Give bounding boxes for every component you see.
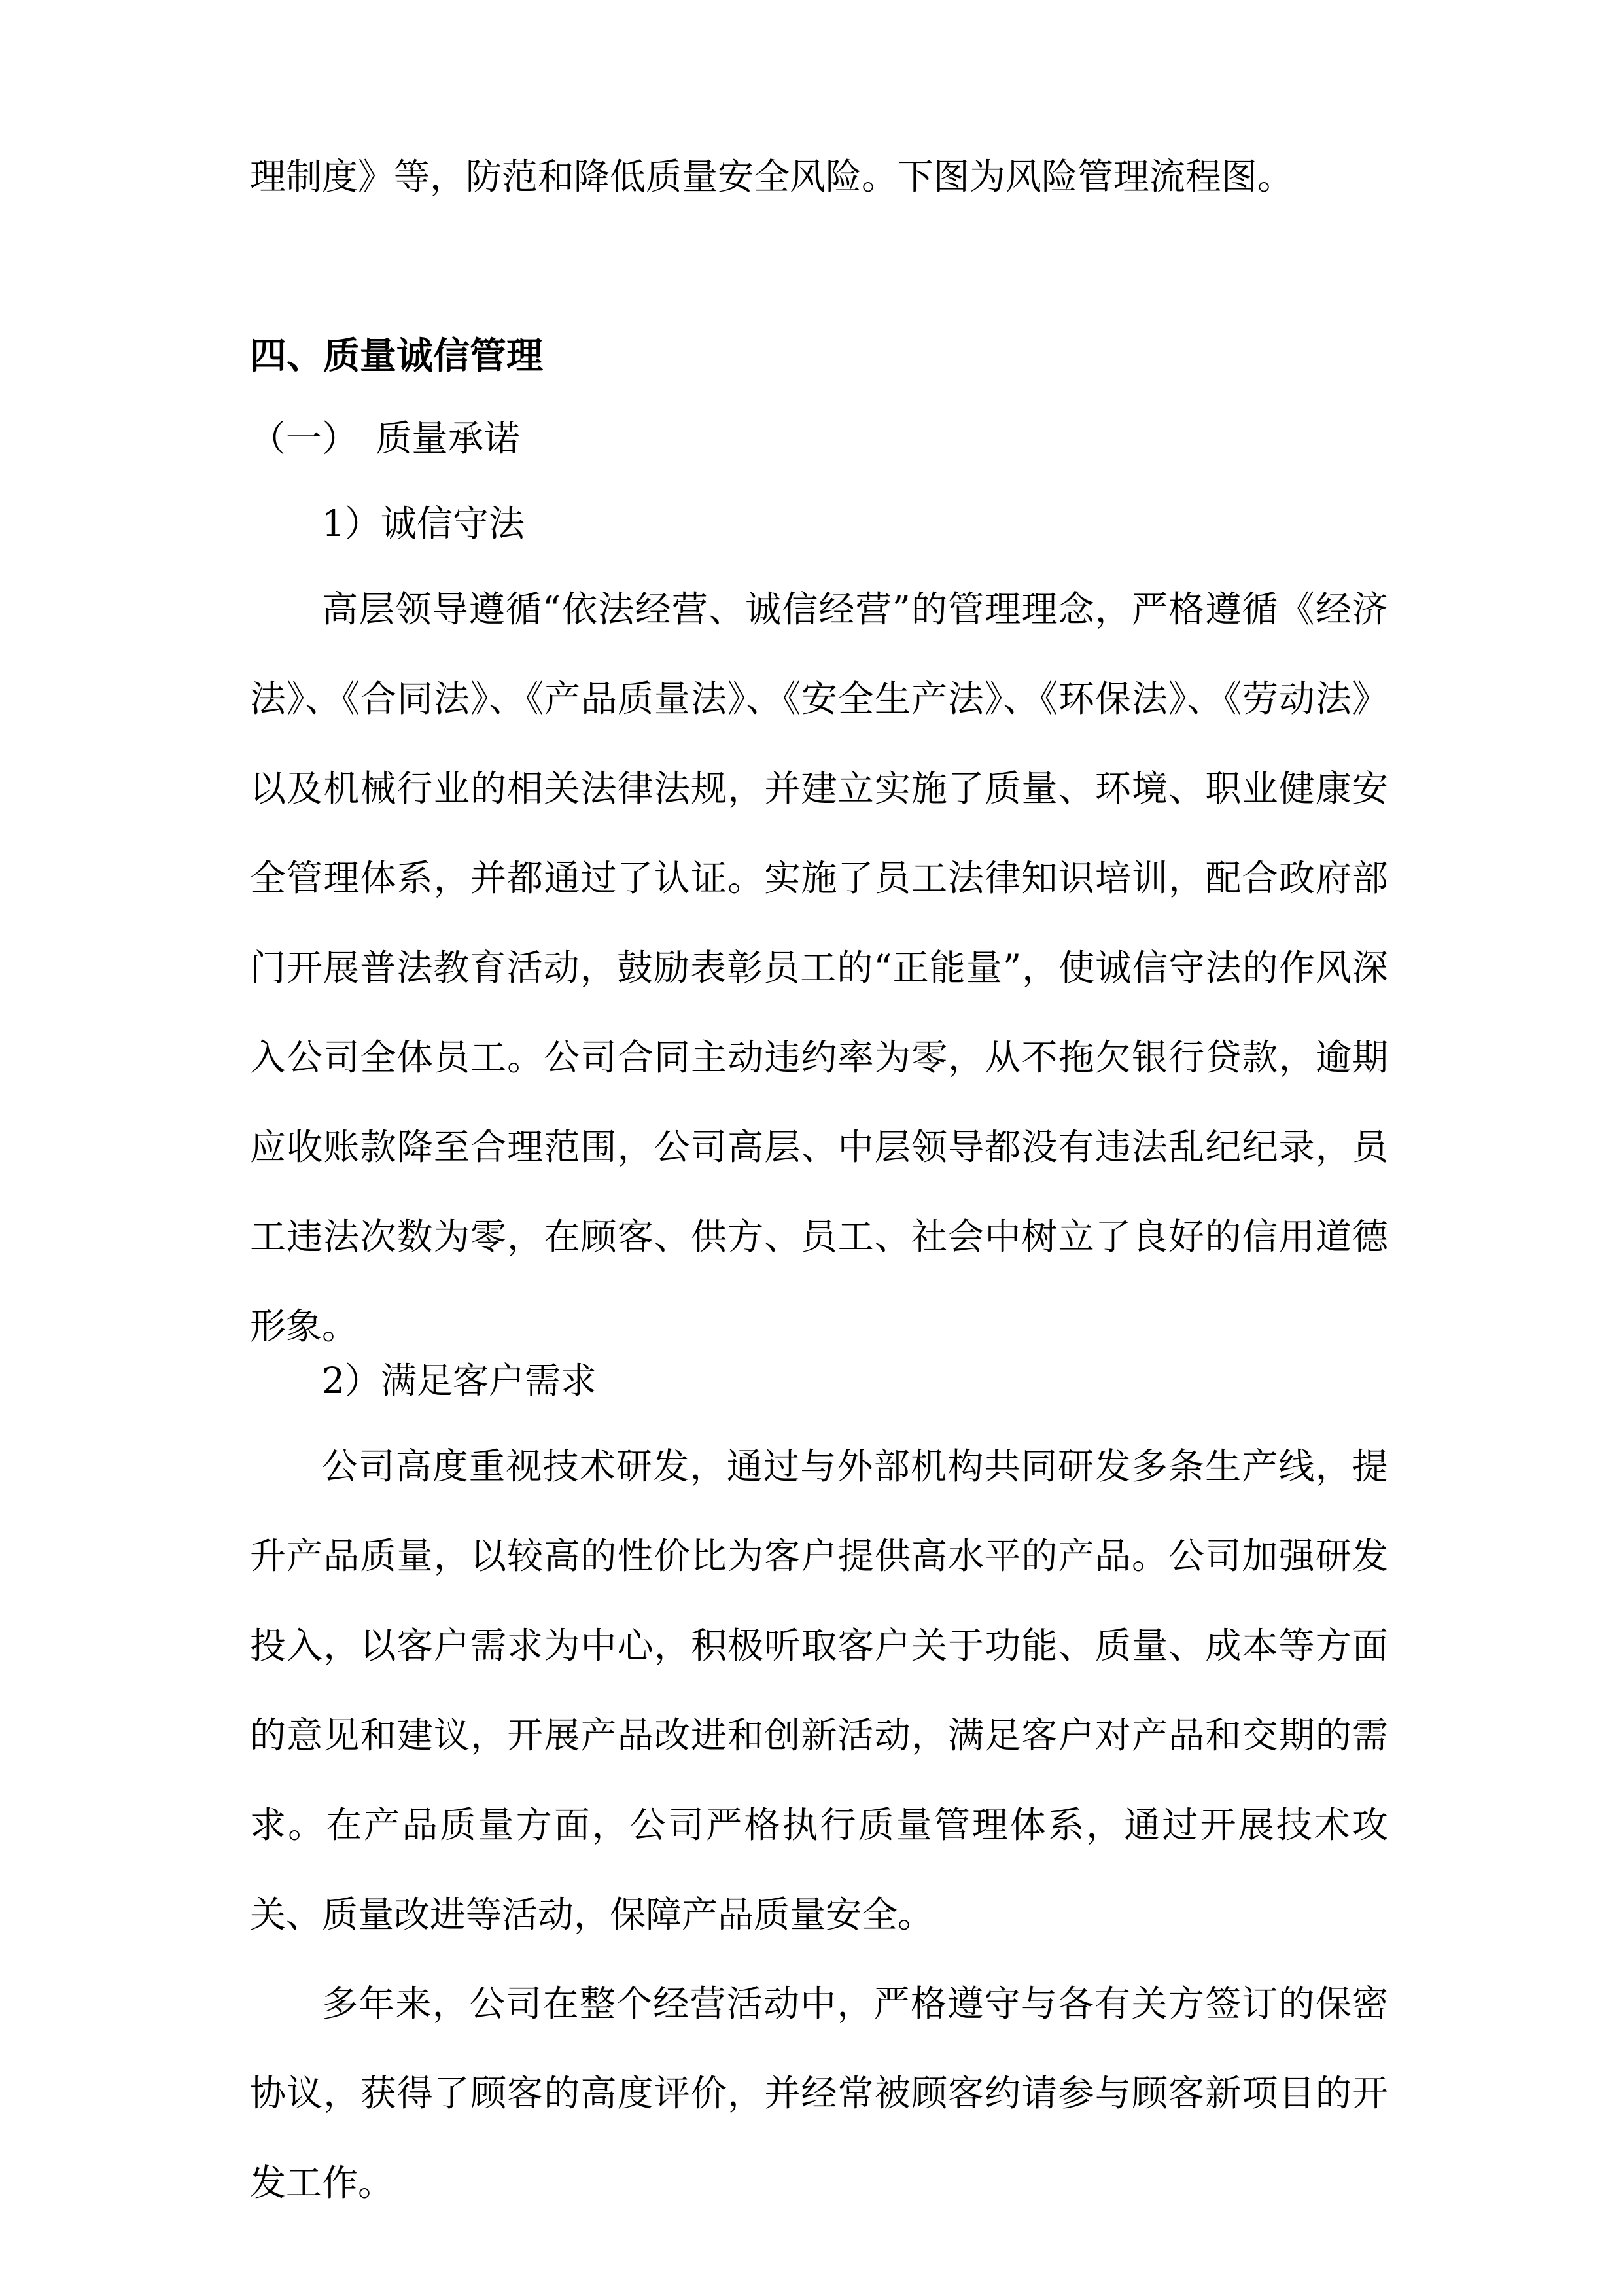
- intro-tail-paragraph: 理制度》等，防范和降低质量安全风险。下图为风险管理流程图。: [250, 156, 1294, 198]
- paragraph-integrity: 高层领导遵循“依法经营、诚信经营”的管理理念，严格遵循《经济法》、《合同法》、《产品质量法》、《安全生产法》、《环保法》、《劳动法》以及机械行业的相关法律法规，并建立实施了质量、环境、职业健康安全管理体系，并都通过了认证。实施了员工法律知识培训，配合政府部门开展普法教育活动，鼓励表彰员工的“正能量”，使诚信守法的作风深入公司全体员工。公司合同主动违约率为零，从不拖欠银行贷款，逾期应收账款降至合理范围，公司高层、中层领导都没有违法乱纪纪录，员工违法次数为零，在顾客、供方、员工、社会中树立了良好的信用道德形象。: [250, 588, 1388, 1347]
- paragraph-customer-needs: 公司高度重视技术研发，通过与外部机构共同研发多条生产线，提升产品质量，以较高的性价比为客户提供高水平的产品。公司加强研发投入，以客户需求为中心，积极听取客户关于功能、质量、成本等方面的意见和建议，开展产品改进和创新活动，满足客户对产品和交期的需求。在产品质量方面，公司严格执行质量管理体系，通过开展技术攻关、质量改进等活动，保障产品质量安全。: [250, 1445, 1388, 1935]
- subsection-heading: （一） 质量承诺: [250, 417, 520, 459]
- section-heading: 四、质量诚信管理: [250, 335, 543, 378]
- item-title-customer-needs: 2）满足客户需求: [322, 1360, 597, 1402]
- paragraph-confidentiality: 多年来，公司在整个经营活动中，严格遵守与各有关方签订的保密协议，获得了顾客的高度评价，并经常被顾客约请参与顾客新项目的开发工作。: [250, 1983, 1388, 2204]
- item-title-integrity: 1）诚信守法: [322, 503, 525, 544]
